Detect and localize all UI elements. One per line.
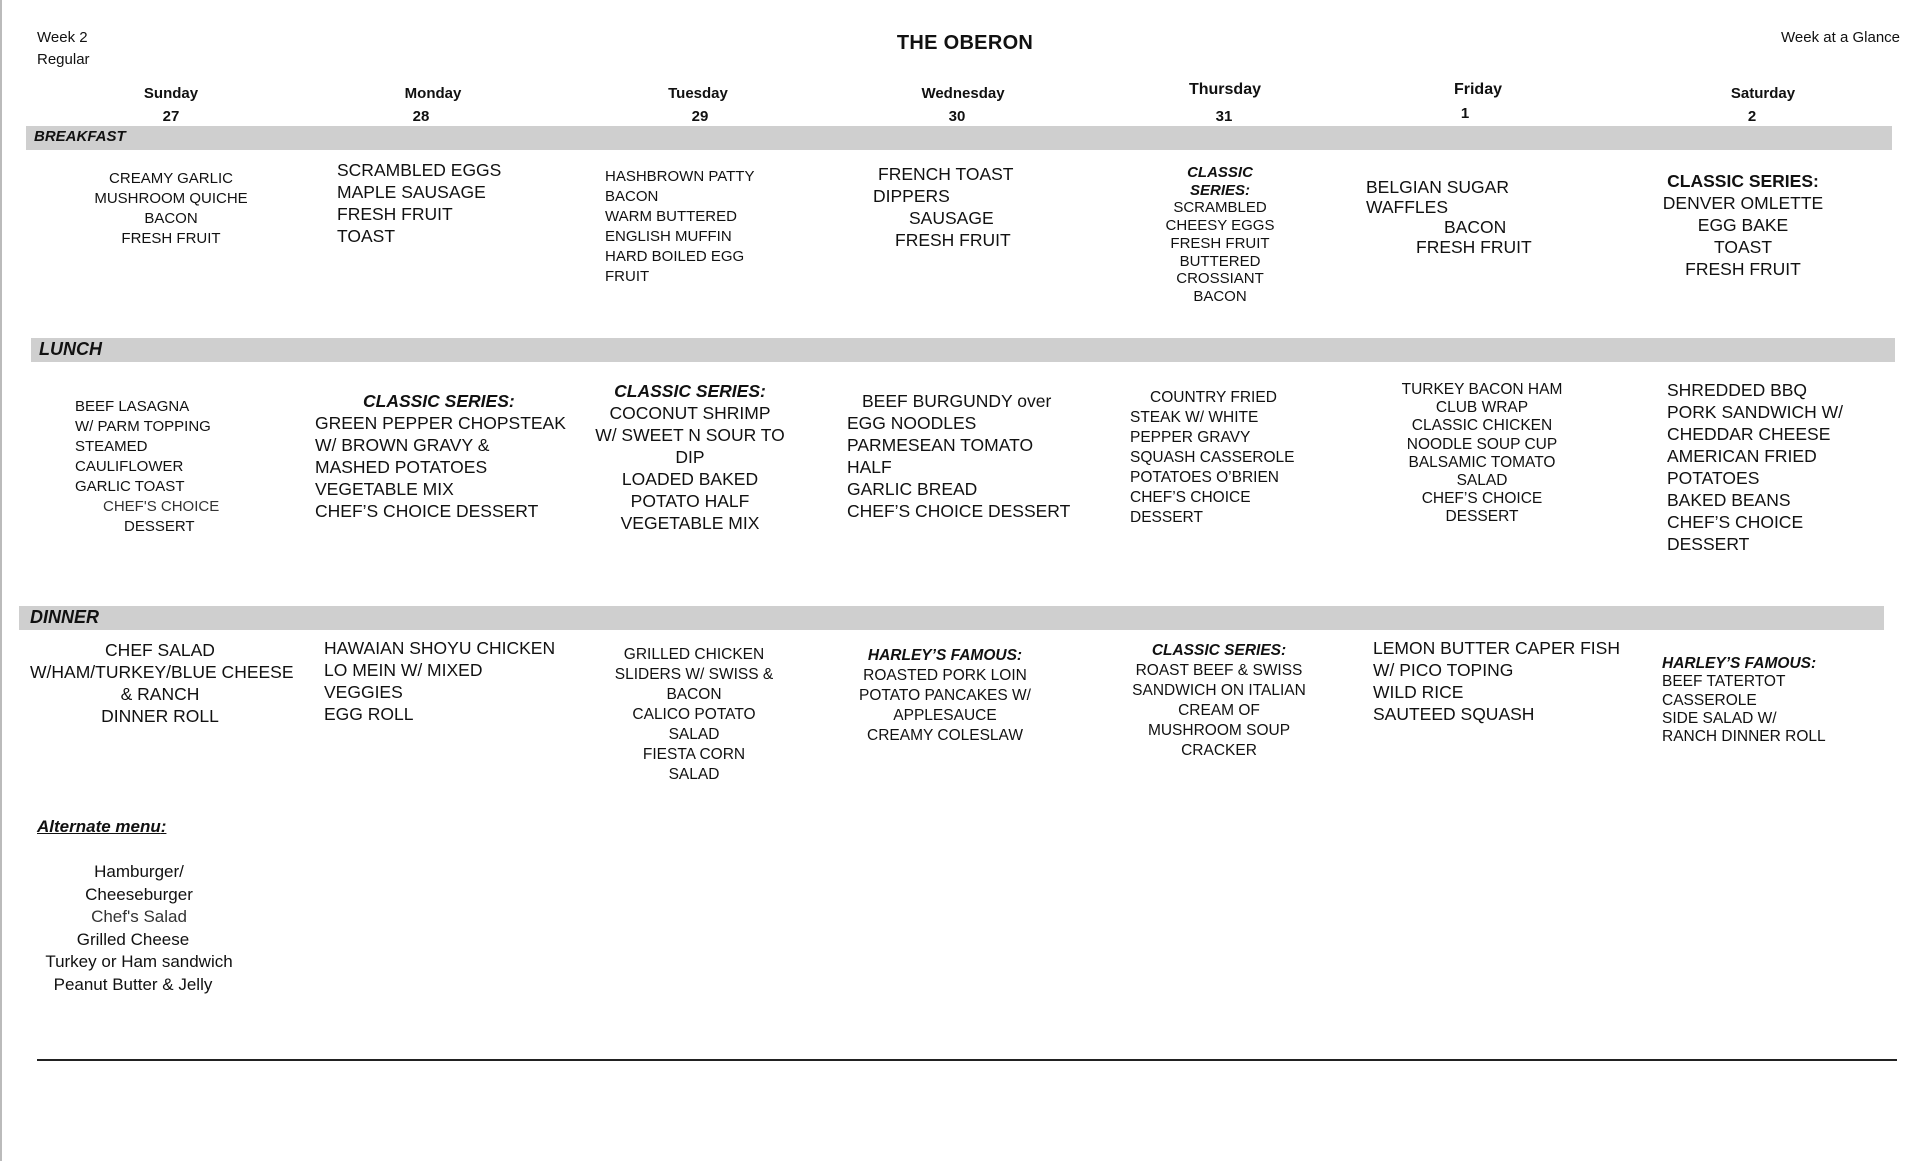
section-label-lunch: LUNCH — [39, 339, 102, 359]
menu-line: DESSERT — [1130, 509, 1203, 524]
menu-line: NOODLE SOUP CUP — [1406, 435, 1558, 453]
breakfast-cell-sunday — [71, 169, 271, 249]
breakfast-band — [26, 126, 1892, 150]
menu-line: DESSERT — [1445, 508, 1519, 526]
menu-line: FRESH FRUIT — [337, 204, 453, 224]
breakfast-cell-wednesday — [873, 163, 1013, 251]
lunch-cell-wednesday — [847, 390, 1070, 522]
alternate-menu-item: Turkey or Ham sandwich — [45, 952, 233, 971]
menu-line: CAULIFLOWER — [75, 458, 184, 475]
menu-line: SHREDDED BBQ — [1667, 380, 1808, 400]
menu-line: BACON — [666, 686, 722, 703]
feature-label: CLASSIC — [1187, 164, 1253, 181]
menu-line: CHEF SALAD — [105, 640, 215, 660]
menu-line: W/ PARM TOPPING — [75, 418, 211, 435]
day-header-sunday — [71, 85, 271, 102]
day-date-sunday — [71, 108, 271, 125]
dinner-band — [19, 606, 1884, 630]
menu-line: BEEF LASAGNA — [75, 398, 190, 415]
menu-line: SCRAMBLED EGGS — [337, 160, 502, 180]
menu-line: MUSHROOM QUICHE — [94, 190, 248, 207]
alternate-menu-title-text: Alternate menu — [37, 817, 161, 836]
menu-line: GARLIC BREAD — [847, 479, 978, 499]
week-label: Week 2 — [37, 29, 88, 46]
breakfast-cell-tuesday — [605, 167, 754, 287]
menu-line: SAUSAGE — [909, 208, 994, 228]
day-date-friday — [1365, 105, 1565, 122]
menu-line: EGG BAKE — [1697, 215, 1789, 235]
menu-line: CHEF’S CHOICE — [1667, 512, 1804, 532]
day-name: Thursday — [1188, 81, 1261, 98]
page-left-border — [0, 0, 2, 1161]
menu-line: FRESH FRUIT — [895, 230, 1011, 250]
lunch-cell-saturday — [1667, 379, 1843, 555]
menu-line: POTATOES — [1667, 468, 1760, 488]
menu-line: SQUASH CASSEROLE — [1130, 449, 1295, 466]
menu-line: GREEN PEPPER CHOPSTEAK — [315, 413, 566, 433]
menu-line: PEPPER GRAVY — [1130, 429, 1251, 446]
breakfast-cell-thursday — [1120, 164, 1320, 306]
dinner-cell-sunday — [30, 639, 294, 727]
menu-line: CLASSIC CHICKEN — [1411, 417, 1553, 435]
menu-line: TOAST — [337, 226, 396, 246]
day-date-tuesday — [600, 108, 800, 125]
menu-line: CHEF’S CHOICE — [1421, 490, 1543, 508]
menu-line: RANCH DINNER ROLL — [1662, 728, 1826, 746]
day-date: 28 — [412, 108, 430, 125]
menu-line: SALAD — [668, 766, 720, 783]
dinner-cell-saturday — [1662, 655, 1826, 746]
day-date-thursday — [1124, 108, 1324, 125]
day-date: 2 — [1747, 108, 1757, 125]
menu-line: HASHBROWN PATTY — [605, 168, 755, 185]
menu-line: CROSSIANT — [1176, 270, 1264, 288]
menu-line: TOAST — [1713, 237, 1773, 257]
day-date-monday — [321, 108, 521, 125]
day-header-monday — [333, 85, 533, 102]
menu-line: SALAD — [668, 726, 720, 743]
lunch-cell-thursday — [1130, 388, 1310, 524]
menu-line: CHEF'S CHOICE — [103, 498, 220, 515]
menu-line: SLIDERS W/ SWISS & — [614, 666, 774, 683]
view-label: Week at a Glance — [1781, 29, 1900, 46]
day-header-friday — [1378, 81, 1578, 99]
day-header-tuesday — [598, 85, 798, 102]
menu-line: VEGETABLE MIX — [315, 479, 454, 499]
day-date: 29 — [691, 108, 709, 125]
lunch-band — [31, 338, 1895, 362]
day-name: Friday — [1453, 81, 1502, 98]
menu-line: CHEF’S CHOICE DESSERT — [847, 501, 1071, 521]
menu-line: EGG NOODLES — [847, 413, 977, 433]
breakfast-cell-monday — [337, 159, 501, 247]
feature-label: CLASSIC SERIES: — [1151, 642, 1287, 659]
lunch-cell-friday — [1382, 381, 1582, 527]
dinner-cell-friday — [1373, 637, 1620, 725]
menu-line: CHEF’S CHOICE DESSERT — [315, 501, 539, 521]
menu-line: SCRAMBLED — [1173, 199, 1267, 217]
menu-line: APPLESAUCE — [893, 707, 997, 724]
menu-line: BAKED BEANS — [1667, 490, 1791, 510]
menu-line: CHEDDAR CHEESE — [1667, 424, 1831, 444]
menu-line: CREAMY GARLIC — [109, 170, 233, 187]
menu-line: FRESH FRUIT — [1416, 237, 1532, 257]
dinner-cell-tuesday — [594, 645, 794, 785]
menu-line: CHEESY EGGS — [1165, 217, 1275, 235]
day-name: Tuesday — [668, 85, 728, 102]
menu-line: CREAM OF — [1178, 702, 1260, 719]
menu-line: FRESH FRUIT — [1685, 259, 1801, 279]
menu-line: FRESH FRUIT — [121, 230, 221, 247]
day-date: 27 — [162, 108, 180, 125]
feature-label: CLASSIC SERIES: — [363, 391, 515, 411]
alternate-menu-list — [39, 861, 239, 996]
menu-line: SIDE SALAD W/ — [1662, 709, 1777, 727]
menu-line: DINNER ROLL — [101, 706, 219, 726]
menu-line: CASSEROLE — [1662, 691, 1757, 709]
day-date-wednesday — [857, 108, 1057, 125]
menu-line: FIESTA CORN — [642, 746, 746, 763]
feature-label: CLASSIC SERIES: — [1667, 171, 1819, 191]
menu-line: W/ BROWN GRAVY & — [315, 435, 490, 455]
menu-line: ENGLISH MUFFIN — [605, 228, 732, 245]
alternate-menu-item: Grilled Cheese — [76, 929, 190, 949]
menu-line: CLUB WRAP — [1435, 399, 1529, 417]
menu-line: W/ PICO TOPING — [1373, 660, 1514, 680]
menu-line: VEGETABLE MIX — [620, 513, 760, 533]
menu-line: BACON — [144, 210, 198, 227]
menu-line: CHEF’S CHOICE — [1130, 489, 1251, 506]
lunch-cell-sunday — [75, 397, 219, 537]
menu-line: CREAMY COLESLAW — [867, 727, 1023, 744]
feature-label: HARLEY’S FAMOUS: — [1662, 655, 1817, 672]
menu-line: DIP — [675, 447, 705, 467]
menu-line: & RANCH — [120, 684, 200, 704]
day-name: Sunday — [143, 85, 199, 102]
menu-line: DENVER OMLETTE — [1662, 193, 1824, 213]
alternate-menu-item: Hamburger/ Cheeseburger — [85, 862, 193, 904]
breakfast-cell-saturday — [1643, 170, 1843, 280]
menu-line: HAWAIAN SHOYU CHICKEN — [324, 638, 556, 658]
menu-line: FRENCH TOAST — [878, 164, 1014, 184]
menu-line: HARD BOILED EGG — [605, 248, 745, 265]
day-date: 30 — [948, 108, 966, 125]
menu-line: GARLIC TOAST — [75, 478, 185, 495]
menu-line: WILD RICE — [1373, 682, 1464, 702]
section-label-dinner: DINNER — [30, 607, 100, 627]
dinner-cell-monday — [324, 637, 555, 725]
day-date: 31 — [1215, 108, 1233, 125]
feature-label: CLASSIC SERIES: — [614, 381, 766, 401]
menu-line: POTATO HALF — [630, 491, 750, 511]
menu-line: STEAK W/ WHITE — [1130, 409, 1259, 426]
dinner-cell-thursday — [1119, 641, 1319, 761]
menu-line: SAUTEED SQUASH — [1373, 704, 1535, 724]
dinner-cell-wednesday — [845, 646, 1045, 746]
menu-line: MAPLE SAUSAGE — [337, 182, 486, 202]
menu-line: GRILLED CHICKEN — [623, 646, 765, 663]
menu-line: DESSERT — [1667, 534, 1750, 554]
page-title: THE OBERON — [896, 32, 1034, 54]
menu-line: BACON — [1193, 287, 1247, 305]
menu-line: BUTTERED — [1179, 252, 1261, 270]
day-name: Monday — [404, 85, 462, 102]
menu-line: AMERICAN FRIED — [1667, 446, 1817, 466]
menu-line: CRACKER — [1181, 742, 1257, 759]
menu-line: FRESH FRUIT — [1170, 234, 1270, 252]
menu-line: TURKEY BACON HAM — [1401, 381, 1563, 398]
day-date-saturday — [1652, 108, 1852, 125]
day-header-thursday — [1125, 81, 1325, 99]
alternate-menu-item: Peanut Butter & Jelly — [53, 974, 213, 994]
menu-line: CALICO POTATO — [632, 706, 756, 723]
menu-line: LEMON BUTTER CAPER FISH — [1373, 638, 1620, 658]
feature-label: SERIES: — [1189, 181, 1250, 199]
alternate-menu-item: Chef's Salad — [91, 907, 187, 926]
alternate-menu-title — [37, 817, 166, 837]
menu-line: FRUIT — [605, 268, 650, 285]
menu-line: BEEF TATERTOT — [1662, 673, 1786, 691]
lunch-cell-monday — [315, 390, 566, 522]
menu-line: BELGIAN SUGAR — [1366, 177, 1509, 197]
feature-label: HARLEY’S FAMOUS: — [867, 647, 1023, 664]
menu-line: MASHED POTATOES — [315, 457, 488, 477]
menu-line: EGG ROLL — [324, 704, 414, 724]
menu-line: DIPPERS — [873, 186, 950, 206]
menu-line: BACON — [605, 188, 659, 205]
menu-line: POTATOES O’BRIEN — [1130, 469, 1279, 486]
menu-line: PORK SANDWICH W/ — [1667, 402, 1843, 422]
menu-line: W/ SWEET N SOUR TO — [595, 425, 785, 445]
menu-line: W/HAM/TURKEY/BLUE CHEESE — [30, 662, 294, 682]
menu-line: ROAST BEEF & SWISS — [1135, 662, 1303, 679]
section-label-breakfast: BREAKFAST — [34, 128, 126, 145]
day-header-saturday — [1663, 85, 1863, 102]
menu-line: SANDWICH ON ITALIAN — [1132, 682, 1306, 699]
day-name: Saturday — [1730, 85, 1796, 102]
menu-line: DESSERT — [124, 518, 195, 535]
day-name: Wednesday — [921, 85, 1005, 102]
menu-line: BEEF BURGUNDY over — [862, 391, 1052, 411]
menu-line: COCONUT SHRIMP — [609, 403, 771, 423]
menu-line: PARMESEAN TOMATO — [847, 435, 1034, 455]
day-date: 1 — [1460, 105, 1470, 122]
menu-line: LOADED BAKED — [621, 469, 759, 489]
alternate-menu-title-colon: : — [160, 817, 167, 836]
menu-line: LO MEIN W/ MIXED — [324, 660, 483, 680]
day-header-wednesday — [863, 85, 1063, 102]
menu-line: SALAD — [1456, 472, 1508, 490]
menu-line: BACON — [1444, 217, 1507, 237]
menu-line: HALF — [847, 457, 892, 477]
bottom-divider — [37, 1059, 1897, 1061]
menu-line: WAFFLES — [1366, 197, 1448, 217]
breakfast-cell-friday — [1366, 177, 1532, 257]
menu-line: POTATO PANCAKES W/ — [859, 687, 1031, 704]
header-left — [37, 27, 90, 71]
menu-line: STEAMED — [75, 438, 148, 455]
menu-line: ROASTED PORK LOIN — [863, 667, 1027, 684]
menu-line: WARM BUTTERED — [605, 208, 737, 225]
menu-line: BALSAMIC TOMATO — [1408, 453, 1556, 471]
menu-line: COUNTRY FRIED — [1150, 389, 1277, 406]
menu-line: MUSHROOM SOUP — [1147, 722, 1291, 739]
menu-line: VEGGIES — [324, 682, 403, 702]
menu-type-label: Regular — [37, 51, 90, 68]
lunch-cell-tuesday — [590, 380, 790, 534]
